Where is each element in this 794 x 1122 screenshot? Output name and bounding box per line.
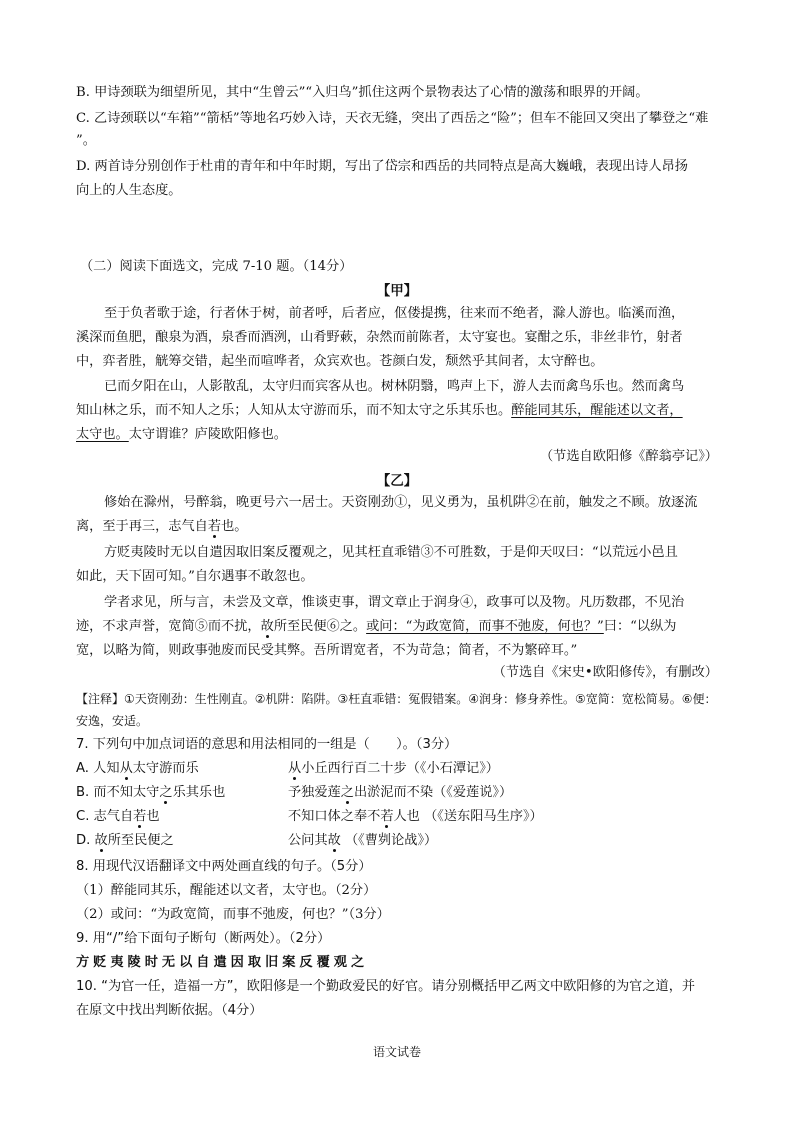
- q7-stem: 7. 下列句中加点词语的意思和用法相同的一组是（ ）。（3分）: [76, 737, 458, 752]
- dotted-char: 从: [119, 761, 133, 776]
- underlined-sentence-1b: 太守也。: [76, 427, 129, 442]
- text: 出淤泥而不染（《爱莲说》）: [353, 785, 513, 800]
- q6-option-c-line1: C. 乙诗颈联以“车箱”“箭栝”等地名巧妙入诗，天衣无缝，突出了西岳之“险”；但车不能回又突出了攀登之“难: [76, 111, 709, 126]
- yi-p3-line2: [76, 618, 676, 636]
- yi-p1-line2-a: 离，至于再三，志气自: [76, 519, 208, 534]
- text: （《曹刿论战》）: [340, 833, 438, 848]
- jia-p1-line3: 中，弈者胜，觥筹交错，起坐而喧哗者，众宾欢也。苍颜白发，颓然乎其间者，太守醉也。: [76, 354, 604, 369]
- yi-p1-line1: 修始在滁州，号醉翁，晚更号六一居士。天资刚劲①，见义勇为，虽机阱②在前，触发之不顾。放逐流: [104, 495, 698, 510]
- q7-option-b-left: [76, 784, 225, 802]
- text: 乐其乐也: [172, 785, 226, 800]
- text: B. 而不知太守: [76, 785, 160, 800]
- text: 也: [146, 809, 160, 824]
- dotted-char: 若: [133, 809, 147, 824]
- yi-p2-line1: 方贬夷陵时无以自遣因取旧案反覆观之，见其枉直乖错③不可胜数，于是仰天叹曰：“以荒远小邑且: [104, 545, 678, 560]
- q7-option-d-left: [76, 832, 174, 850]
- text: 予独爱莲: [288, 785, 341, 800]
- jia-source: （节选自欧阳修《醉翁亭记》）: [539, 449, 718, 464]
- jia-p2-line1: 已而夕阳在山，人影散乱，太守归而宾客从也。树林阴翳，鸣声上下，游人去而禽鸟乐也。然而禽鸟: [104, 379, 685, 394]
- q6-option-d-line1: D. 两首诗分别创作于杜甫的青年和中年时期，写出了岱宗和西岳的共同特点是高大巍峨，表现出诗人昂扬: [76, 159, 688, 174]
- dotted-char: 之: [340, 785, 354, 800]
- annotation-line2: 安逸，安适。: [76, 714, 149, 728]
- q6-option-d-line2: 向上的人生态度。: [76, 183, 182, 198]
- dotted-char: 故: [94, 833, 108, 848]
- yi-p3-line2-c: 曰：“以纵为: [603, 619, 677, 634]
- dotted-char: 之: [159, 785, 173, 800]
- q7-option-b-right: [288, 784, 512, 802]
- q7-option-a-left: [76, 760, 199, 778]
- yi-p2-line2: 如此，天下固可知。”自尔遇事不敢忽也。: [76, 569, 314, 584]
- passage-yi-title: 【乙】: [376, 473, 418, 489]
- q10-line2: 在原文中找出判断依据。（4分）: [76, 1003, 263, 1018]
- yi-p3-line2-b: 所至民便⑥之。: [273, 619, 367, 634]
- q7-option-c-left: [76, 808, 160, 826]
- section-heading: （二）阅读下面选文，完成 7-10 题。（14分）: [80, 259, 353, 274]
- dotted-char: 故: [260, 619, 274, 634]
- yi-p3-line2-a: 迹，不求声誉，宽简⑤而不扰，: [76, 619, 261, 634]
- dotted-char: 若: [380, 809, 394, 824]
- text: C. 志气自: [76, 809, 134, 824]
- dotted-char: 故: [327, 833, 341, 848]
- dotted-char: 若: [207, 519, 222, 534]
- q7-option-d-right: [288, 832, 437, 850]
- underlined-sentence-2: 或问：“为政宽简，而事不弛废，何也？”: [366, 619, 604, 634]
- q9-sentence: 方贬夷陵时无以自遣因取旧案反覆观之: [76, 955, 369, 970]
- text: D.: [76, 833, 95, 848]
- yi-p3-line1: 学者求见，所与言，未尝及文章，惟谈吏事，谓文章止于润身④，政事可以及物。凡历数郡，不见治: [104, 595, 685, 610]
- passage-jia-title: 【甲】: [376, 283, 418, 299]
- text: 小丘西行百二十步（《小石潭记》）: [301, 761, 499, 776]
- text: 不知口体之奉不: [288, 809, 381, 824]
- yi-p1-line2: [76, 518, 247, 536]
- text: 太守游而乐: [132, 761, 199, 776]
- text: A. 人知: [76, 761, 120, 776]
- text: 公问其: [288, 833, 328, 848]
- page-footer: 语文试卷: [372, 1045, 421, 1059]
- annotation-line1: 【注释】①天资刚劲：生性刚直。②机阱：陷阱。③枉直乖错：冤假错案。④润身：修身养性。⑤宽简：宽松简易。⑥便：: [76, 692, 717, 706]
- dotted-char: 从: [288, 761, 302, 776]
- q9-stem: 9. 用“/”给下面句子断句（断两处）。（2分）: [76, 931, 331, 946]
- yi-p3-line3: 宽，以略为简，则政事弛废而民受其弊。吾所谓宽者，不为苛急；简者，不为繁碎耳。”: [76, 643, 578, 658]
- jia-p1-line2: 溪深而鱼肥，酿泉为酒，泉香而酒洌，山肴野蔌，杂然而前陈者，太守宴也。宴酣之乐，非丝非竹，射者: [76, 330, 683, 345]
- q8-sentence-1: （1）醉能同其乐，醒能述以文者，太守也。（2分）: [76, 883, 377, 898]
- underlined-sentence-1a: 醉能同其乐，醒能述以文者，: [511, 403, 683, 418]
- yi-p1-line2-b: 也。: [221, 519, 248, 534]
- q8-sentence-2: （2）或问：“为政宽简，而事不弛废，何也？”（3分）: [76, 907, 390, 922]
- q7-option-a-right: [288, 760, 499, 778]
- jia-p2-line2: [76, 402, 683, 420]
- q8-stem: 8. 用现代汉语翻译文中两处画直线的句子。（5分）: [76, 859, 372, 874]
- q10-line1: 10. “为官一任，造福一方”，欧阳修是一个勤政爱民的好官。请分别概括甲乙两文中欧阳修的为官之道，并: [76, 979, 696, 994]
- q7-option-c-right: [288, 808, 543, 826]
- text: 所至民便之: [107, 833, 174, 848]
- jia-p2-line2-text: 知山林之乐，而不知人之乐；人知从太守游而乐，而不知太守之乐其乐也。: [76, 403, 512, 418]
- jia-p2-line3: [76, 426, 287, 444]
- yi-source: （节选自《宋史•欧阳修传》，有删改）: [492, 665, 718, 680]
- text: 人也 （《送东阳马生序》）: [393, 809, 543, 824]
- jia-p1-line1: 至于负者歌于途，行者休于树，前者呼，后者应，伛偻提携，往来而不绝者，滁人游也。临溪而渔，: [104, 306, 685, 321]
- jia-p2-line3-text: 太守谓谁？庐陵欧阳修也。: [128, 427, 287, 442]
- q6-option-b: B. 甲诗颈联为细望所见，其中“生曾云”“入归鸟”抓住这两个景物表达了心情的激荡和眼界的开阔。: [76, 85, 649, 100]
- q6-option-c-line2: ”。: [76, 133, 96, 148]
